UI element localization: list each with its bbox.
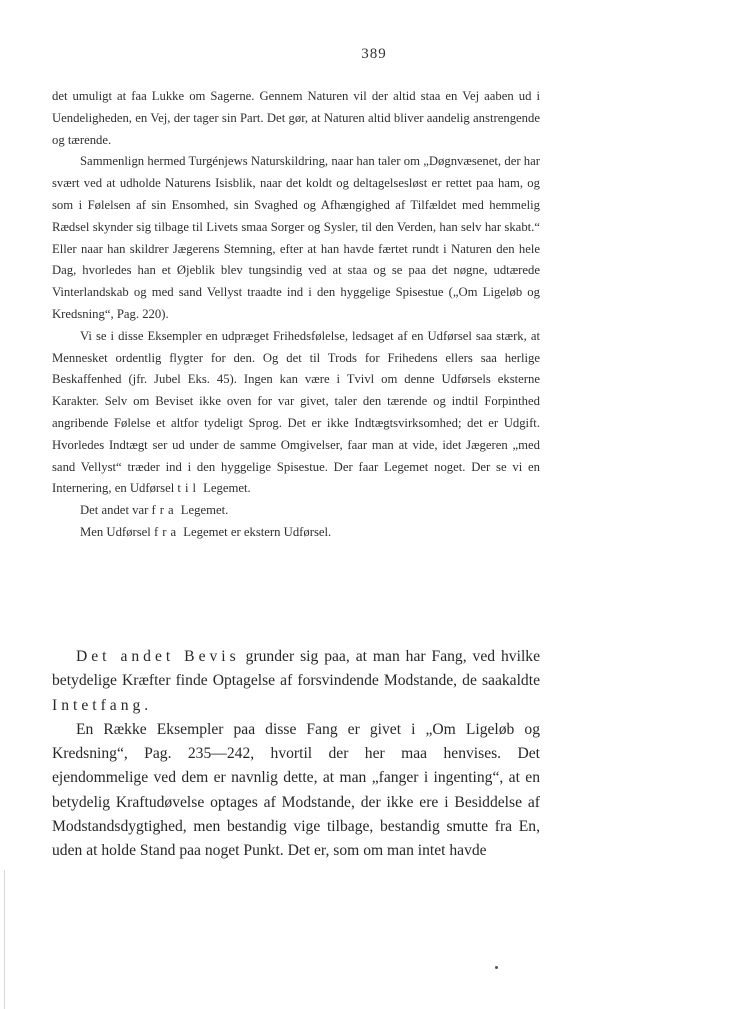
paragraph-second-proof <box>52 645 540 718</box>
paragraph-other <box>52 500 540 522</box>
paragraph-other-start: Det andet var <box>80 503 149 518</box>
spaced-word-intetfang: Intetfang. <box>52 696 153 714</box>
paragraph-examples-end: Legemet. <box>203 481 251 496</box>
paragraph-conclusion-start: Men Udførsel <box>80 524 151 539</box>
spaced-word-til: til <box>177 481 200 496</box>
paragraph-conclusion-end: Legemet er ekstern Udførsel. <box>183 524 332 539</box>
paragraph-other-end: Legemet. <box>180 503 229 518</box>
paragraph-turgenjew: Sammenlign hermed Turgénjews Naturskildring, naar han taler om „Døgnvæsenet, der har svært ved at udholde Naturens Isisblik, naar det koldt og deltagelsesløst er rettet paa ham, og som i Følelsen af sin Ensomhed, sin Svaghed og Afhængighed af Tilfældet med hemmelig Rædsel skynder sig tilbage til Livets smaa Sorger og Sysler, til den Verden, han selv har skabt.“ Eller naar han skildrer Jægerens Stemning, efter at han havde færtet rundt i Naturen den hele Dag, hvorledes han et Øjeblik blev tungsindig ved at staa og se paa det nøgne, udtærede Vinterlandskab og med sand Vellyst traadte ind i den hyggelige Spisestue („Om Ligeløb og Kredsning“, Pag. 220). <box>52 154 540 321</box>
spaced-word-fra: fra <box>151 503 178 518</box>
paragraph-examples <box>52 326 540 500</box>
page-number: 389 <box>361 46 387 62</box>
paragraph-continuation: det umuligt at faa Lukke om Sagerne. Gennem Naturen vil der altid staa en Vej aaben ud i Uendeligheden, en Vej, der tager sin Part. Det gør, at Naturen altid bliver aandelig anstrengende og tærende. <box>52 89 540 147</box>
paragraph-examples-text: Vi se i disse Eksempler en udpræget Frihedsfølelse, ledsaget af en Udførsel saa stærk, at Mennesket ordentlig flygter for den. Og det til Trods for Frihedens ellers saa herlige Beskaffenhed (jfr. Jubel Eks. 45). Ingen kan være i Tvivl om denne Udførsels eksterne Karakter. Selv om Beviset ikke oven for var givet, taler den tærende og indtil Forpinthed angribende Følelse et altfor tydeligt Sprog. Det er ikke Indtægtsvirksomhed; det er Udgift. Hvorledes Indtægt ser ud under de samme Omgivelser, faar man at vide, idet Jægeren „med sand Vellyst“ træder ind i den hyggelige Spisestue. Der faar Legemet noget. Der se vi en Internering, en Udførsel <box>52 328 540 496</box>
spaced-heading-second-proof: Det andet Bevis <box>76 648 240 665</box>
paragraph-catch-examples: En Række Eksempler paa disse Fang er givet i „Om Ligeløb og Kredsning“, Pag. 235—242, hvortil der her maa henvises. Det ejendommelige ved dem er navnlig dette, at man „fanger i ingenting“, at en betydelig Kraftudøvelse optages af Modstande, der ikke ere i Besiddelse af Modstandsdygtighed, men bestandig vige tilbage, bestandig smutte fra En, uden at holde Stand paa noget Punkt. Det er, som om man intet havde <box>52 720 540 860</box>
section-main-text <box>52 645 540 864</box>
ink-speck <box>495 966 498 969</box>
paragraph-conclusion <box>52 522 540 544</box>
paragraph-second-proof-text: grunder sig paa, at man har Fang, ved hvilke betydelige Kræfter finde Optagelse af forsvindende Modstande, de saakaldte <box>52 648 540 690</box>
spaced-word-fra-2: fra <box>154 524 181 539</box>
page-edge-line <box>4 870 5 1009</box>
section-small-print <box>52 86 540 544</box>
